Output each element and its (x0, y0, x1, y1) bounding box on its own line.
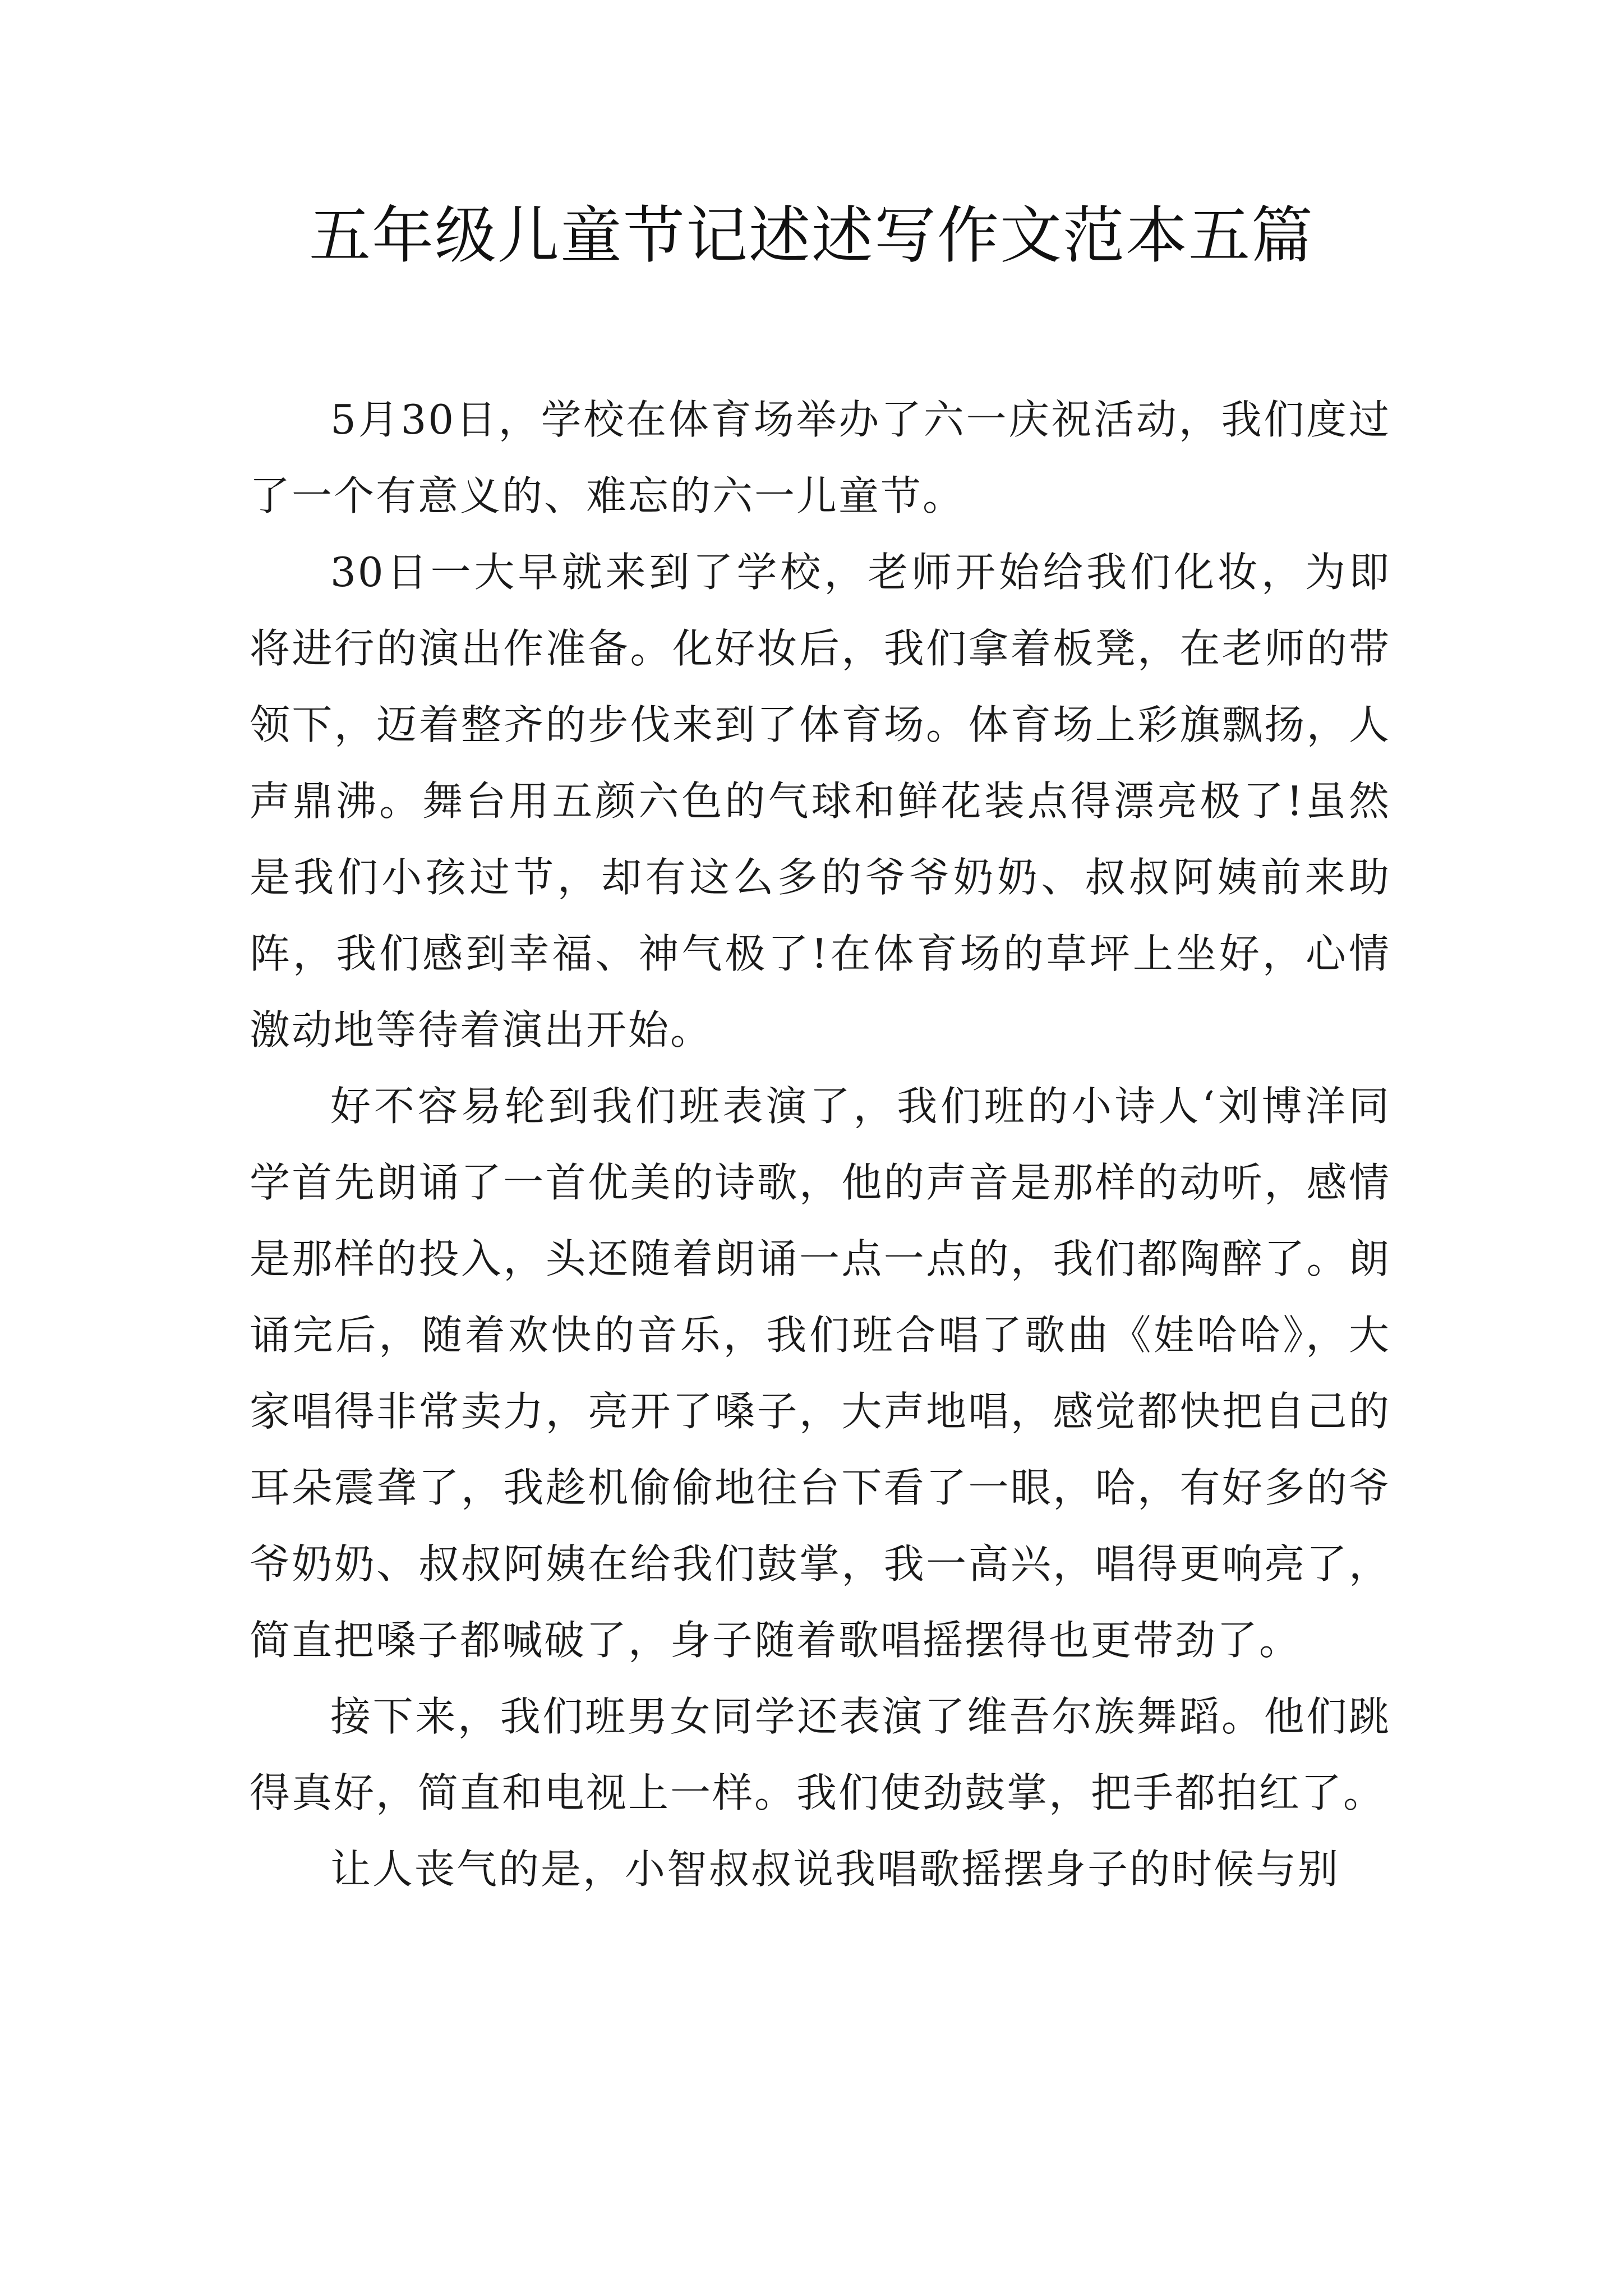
paragraph-2: 30日一大早就来到了学校，老师开始给我们化妆，为即将进行的演出作准备。化好妆后，我们拿着板凳，在老师的带领下，迈着整齐的步伐来到了体育场。体育场上彩旗飘扬，人声鼎沸。舞台用五颜六色的气球和鲜花装点得漂亮极了!虽然是我们小孩过节，却有这么多的爷爷奶奶、叔叔阿姨前来助阵，我们感到幸福、神气极了!在体育场的草坪上坐好，心情激动地等待着演出开始。 (250, 549, 1391, 1053)
document-body (250, 381, 1391, 1907)
paragraph-5: 让人丧气的是，小智叔叔说我唱歌摇摆身子的时候与别 (330, 1846, 1340, 1893)
paragraph-3: 好不容易轮到我们班表演了，我们班的小诗人‘刘博洋同学首先朗诵了一首优美的诗歌，他的声音是那样的动听，感情是那样的投入，头还随着朗诵一点一点的，我们都陶醉了。朗诵完后，随着欢快的音乐，我们班合唱了歌曲《娃哈哈》，大家唱得非常卖力，亮开了嗓子，大声地唱，感觉都快把自己的耳朵震聋了，我趁机偷偷地往台下看了一眼，哈，有好多的爷爷奶奶、叔叔阿姨在给我们鼓掌，我一高兴，唱得更响亮了，简直把嗓子都喊破了，身子随着歌唱摇摆得也更带劲了。 (250, 1083, 1391, 1664)
paragraph-4: 接下来，我们班男女同学还表演了维吾尔族舞蹈。他们跳得真好，简直和电视上一样。我们使劲鼓掌，把手都拍红了。 (250, 1693, 1391, 1816)
paragraph-1: 5月30日，学校在体育场举办了六一庆祝活动，我们度过了一个有意义的、难忘的六一儿童节。 (250, 396, 1391, 519)
document-title: 五年级儿童节记述述写作文范本五篇 (309, 200, 1314, 272)
